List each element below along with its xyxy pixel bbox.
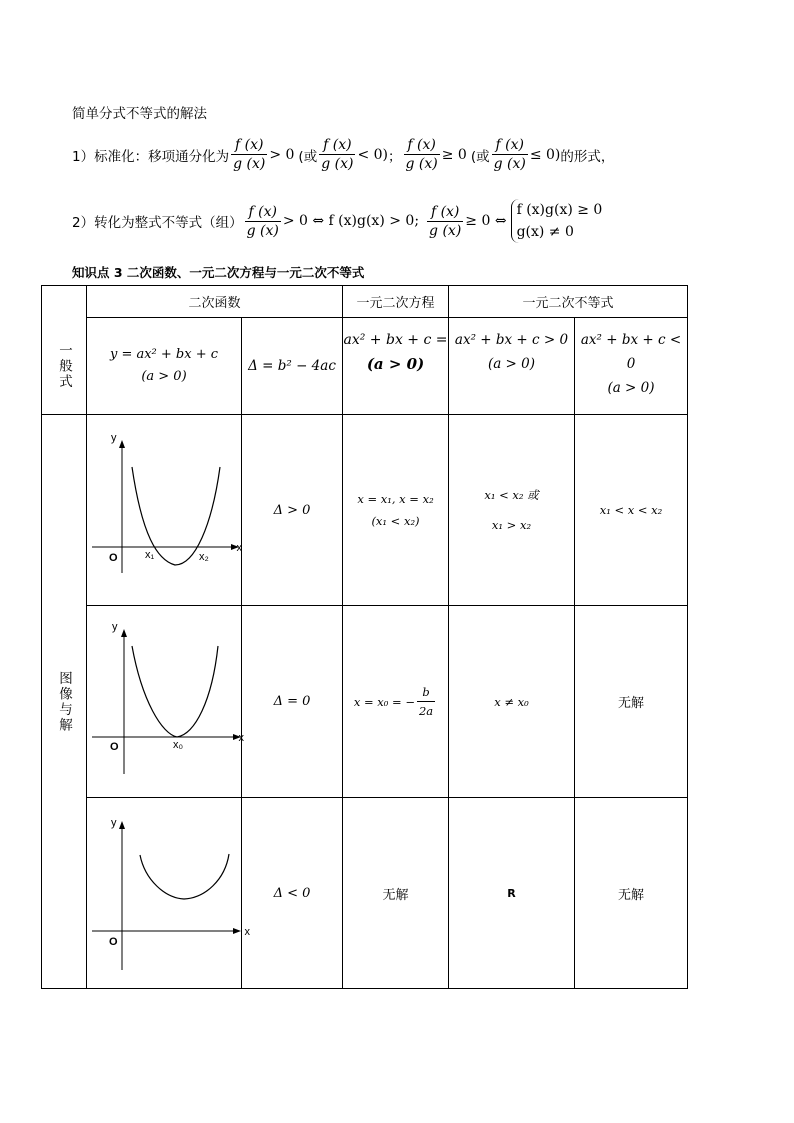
fraction-numerator: f (x) bbox=[427, 203, 463, 222]
row-label-graph bbox=[42, 415, 86, 988]
fraction-denominator: g (x) bbox=[233, 156, 266, 172]
section-title: 简单分式不等式的解法 bbox=[72, 106, 207, 122]
two-roots-order: (x₁ < x₂) bbox=[371, 514, 420, 528]
general-inequality-lt-cell bbox=[575, 318, 687, 414]
header-quadratic-equation: 一元二次方程 bbox=[356, 296, 435, 311]
gt-solution-line-2: x₁ > x₂ bbox=[491, 518, 532, 532]
fraction-denominator: g (x) bbox=[246, 222, 279, 239]
fraction-f-over-g bbox=[245, 203, 281, 240]
general-equation: ax² + bx + c = bbox=[343, 332, 448, 348]
fraction-numerator: f (x) bbox=[404, 136, 440, 155]
fraction-b-over-2a bbox=[417, 683, 435, 720]
y-axis-label: y bbox=[111, 432, 117, 444]
x-axis-label: x bbox=[244, 926, 250, 938]
equivalence-1: > 0 ⇔ f (x)g(x) > 0; bbox=[282, 213, 420, 229]
origin-label: O bbox=[109, 936, 118, 948]
inequality-system bbox=[511, 199, 603, 243]
general-equation-condition: (a > 0) bbox=[366, 355, 425, 373]
step-1-suffix: 的形式， bbox=[560, 148, 615, 165]
fraction-f-over-g bbox=[404, 136, 440, 173]
general-equation-cell bbox=[343, 318, 448, 414]
row-label-graph-text: 图像与解 bbox=[56, 670, 72, 733]
lt-solution: 无解 bbox=[617, 696, 644, 711]
double-root-prefix: x = x₀ = − bbox=[353, 694, 415, 709]
fraction-numerator: f (x) bbox=[231, 136, 267, 155]
x-axis-arrow bbox=[233, 928, 241, 934]
row-label-general bbox=[42, 318, 86, 414]
general-inequality-lt-condition: (a > 0) bbox=[607, 380, 655, 396]
general-inequality-gt-condition: (a > 0) bbox=[487, 356, 536, 372]
fraction-denominator: g (x) bbox=[405, 156, 438, 172]
fraction-f-over-g bbox=[492, 136, 528, 173]
gt-solution-line-1: x₁ < x₂ 或 bbox=[484, 488, 539, 502]
y-axis-label: y bbox=[111, 817, 117, 829]
double-root-equation-cell bbox=[343, 606, 448, 797]
double-root-lt-cell bbox=[575, 606, 687, 797]
x-axis-label: x bbox=[236, 542, 242, 554]
y-axis-arrow bbox=[119, 440, 125, 448]
system-line-2: g(x) ≠ 0 bbox=[516, 224, 574, 240]
two-roots-equation-cell bbox=[343, 415, 448, 605]
le-zero: ≤ 0) bbox=[529, 146, 561, 163]
lt-zero: < 0) bbox=[357, 146, 388, 163]
general-function-cell bbox=[87, 318, 241, 414]
two-roots-lt-cell bbox=[575, 415, 687, 605]
delta-zero: Δ = 0 bbox=[273, 694, 311, 709]
step-2 bbox=[72, 199, 602, 243]
fraction-denominator: g (x) bbox=[321, 156, 354, 172]
ge-zero: ≥ 0 bbox=[441, 146, 467, 163]
two-roots-gt-cell bbox=[449, 415, 574, 605]
lt-solution: 无解 bbox=[617, 887, 644, 903]
graph-no-roots bbox=[87, 798, 250, 988]
parabola-curve bbox=[140, 854, 229, 899]
system-line-1: f (x)g(x) ≥ 0 bbox=[516, 202, 603, 218]
knowledge-heading: 知识点 3 二次函数、一元二次方程与一元二次不等式 bbox=[72, 265, 365, 280]
fraction-f-over-g bbox=[427, 203, 463, 240]
separator: ； bbox=[388, 148, 402, 165]
graph-double-root bbox=[87, 606, 244, 797]
origin-label: O bbox=[110, 741, 119, 753]
delta-negative-cell bbox=[242, 798, 342, 988]
no-roots-lt-cell bbox=[575, 798, 687, 988]
graph-two-roots bbox=[87, 415, 241, 605]
row-label-general-text: 一般式 bbox=[56, 342, 72, 390]
delta-zero-cell bbox=[242, 606, 342, 797]
gt-solution: R bbox=[507, 886, 516, 900]
no-roots-gt-cell bbox=[449, 798, 574, 988]
gt-solution: x ≠ x₀ bbox=[494, 694, 529, 709]
x-axis-label: x bbox=[238, 732, 244, 744]
fraction-denominator: g (x) bbox=[429, 222, 462, 239]
fraction-numerator: f (x) bbox=[245, 203, 281, 222]
delta-definition: Δ = b² − 4ac bbox=[248, 358, 336, 374]
general-function-condition: (a > 0) bbox=[141, 369, 187, 384]
two-roots: x = x₁, x = x₂ bbox=[357, 492, 434, 506]
y-axis-label: y bbox=[112, 621, 118, 633]
equation-solution: 无解 bbox=[382, 887, 409, 903]
general-inequality-gt-cell bbox=[449, 318, 574, 414]
fraction-f-over-g bbox=[319, 136, 355, 173]
delta-definition-cell bbox=[242, 318, 342, 414]
step-2-prefix: 2）转化为整式不等式（组） bbox=[72, 215, 243, 231]
lt-solution: x₁ < x < x₂ bbox=[599, 503, 663, 517]
general-function: y = ax² + bx + c bbox=[109, 347, 219, 362]
delta-positive: Δ > 0 bbox=[273, 502, 311, 518]
no-roots-equation-cell bbox=[343, 798, 448, 988]
root-x2-label: x₂ bbox=[199, 551, 209, 563]
step-1 bbox=[72, 136, 614, 173]
header-quadratic-function: 二次函数 bbox=[188, 296, 241, 311]
fraction-numerator: b bbox=[417, 683, 435, 702]
fraction-f-over-g bbox=[231, 136, 267, 173]
table-border-right bbox=[687, 285, 688, 989]
or-open: (或 bbox=[298, 148, 318, 165]
double-root-gt-cell bbox=[449, 606, 574, 797]
delta-negative: Δ < 0 bbox=[273, 885, 311, 901]
header-quadratic-inequality: 一元二次不等式 bbox=[522, 296, 614, 311]
root-x0-label: x₀ bbox=[173, 739, 184, 751]
table-border-bottom bbox=[41, 988, 687, 989]
origin-label: O bbox=[109, 552, 118, 564]
equivalence-2: ≥ 0 ⇔ bbox=[465, 213, 507, 229]
gt-zero: > 0 bbox=[269, 146, 295, 163]
general-inequality-gt: ax² + bx + c > 0 bbox=[454, 332, 569, 348]
step-1-prefix: 1）标准化：移项通分化为 bbox=[72, 148, 230, 165]
fraction-numerator: f (x) bbox=[319, 136, 355, 155]
fraction-denominator: g (x) bbox=[493, 156, 526, 172]
fraction-denominator: 2a bbox=[418, 704, 434, 718]
or-open: (或 bbox=[470, 148, 490, 165]
fraction-numerator: f (x) bbox=[492, 136, 528, 155]
y-axis-arrow bbox=[119, 821, 125, 829]
delta-positive-cell bbox=[242, 415, 342, 605]
y-axis-arrow bbox=[121, 629, 127, 637]
root-x1-label: x₁ bbox=[145, 549, 155, 561]
general-inequality-lt: ax² + bx + c < 0 bbox=[580, 332, 682, 372]
parabola-curve bbox=[132, 646, 218, 737]
